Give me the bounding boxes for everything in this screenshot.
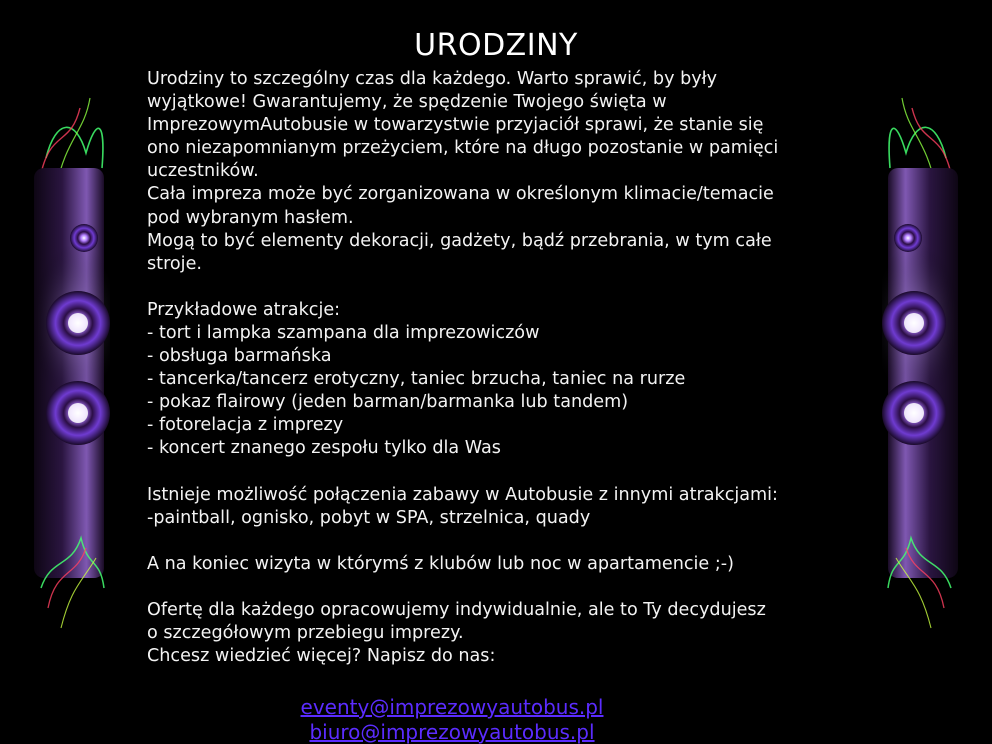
offer-line: Ofertę dla każdego opracowujemy indywidualnie, ale to Ty decydujesz	[147, 599, 766, 620]
list-item: - pokaz flairowy (jeden barman/barmanka lub tandem)	[147, 392, 629, 413]
main-content	[147, 68, 847, 668]
attractions-list	[147, 322, 847, 461]
list-item: - tort i lampka szampana dla imprezowiczów	[147, 322, 540, 343]
attractions-heading: Przykładowe atrakcje:	[147, 299, 341, 320]
right-speaker-decoration	[882, 88, 966, 648]
email-link-biuro[interactable]: biuro@imprezowyautobus.pl	[309, 720, 595, 744]
intro-line: Cała impreza może być zorganizowana w określonym klimacie/temacie	[147, 184, 774, 205]
speaker-icon	[26, 88, 110, 648]
offer-line: Chcesz wiedzieć więcej? Napisz do nas:	[147, 645, 496, 666]
intro-line: ono niezapomnianym przeżyciem, które na długo pozostanie w pamięci	[147, 138, 779, 159]
intro-line: pod wybranym hasłem.	[147, 207, 354, 228]
intro-line: Urodziny to szczególny czas dla każdego. Warto sprawić, by były	[147, 69, 718, 89]
list-item: - tancerka/tancerz erotyczny, taniec brzucha, taniec na rurze	[147, 369, 686, 390]
list-item: - koncert znanego zespołu tylko dla Was	[147, 438, 501, 459]
combine-line: Istnieje możliwość połączenia zabawy w Autobusie z innymi atrakcjami:	[147, 484, 778, 505]
spacer	[147, 530, 847, 553]
combine-line: -paintball, ognisko, pobyt w SPA, strzelnica, quady	[147, 507, 591, 528]
email-link-eventy[interactable]: eventy@imprezowyautobus.pl	[300, 695, 604, 719]
list-item: - obsługa barmańska	[147, 346, 332, 367]
contact-emails	[0, 695, 904, 744]
spacer	[147, 576, 847, 599]
intro-line: wyjątkowe! Gwarantujemy, że spędzenie Twojego święta w	[147, 92, 667, 113]
offer-line: o szczegółowym przebiegu imprezy.	[147, 622, 464, 643]
intro-line: Mogą to być elementy dekoracji, gadżety, bądź przebrania, w tym całe	[147, 230, 772, 251]
speaker-icon	[882, 88, 966, 648]
intro-line: ImprezowymAutobusie w towarzystwie przyjaciół sprawi, że stanie się	[147, 115, 764, 136]
page-title: URODZINY	[414, 28, 578, 64]
intro-line: uczestników.	[147, 161, 259, 182]
intro-line: stroje.	[147, 253, 202, 274]
spacer	[147, 276, 847, 299]
finale-line: A na koniec wizyta w którymś z klubów lub noc w apartamencie ;-)	[147, 553, 734, 574]
left-speaker-decoration	[26, 88, 110, 648]
list-item: - fotorelacja z imprezy	[147, 415, 344, 436]
spacer	[147, 461, 847, 484]
